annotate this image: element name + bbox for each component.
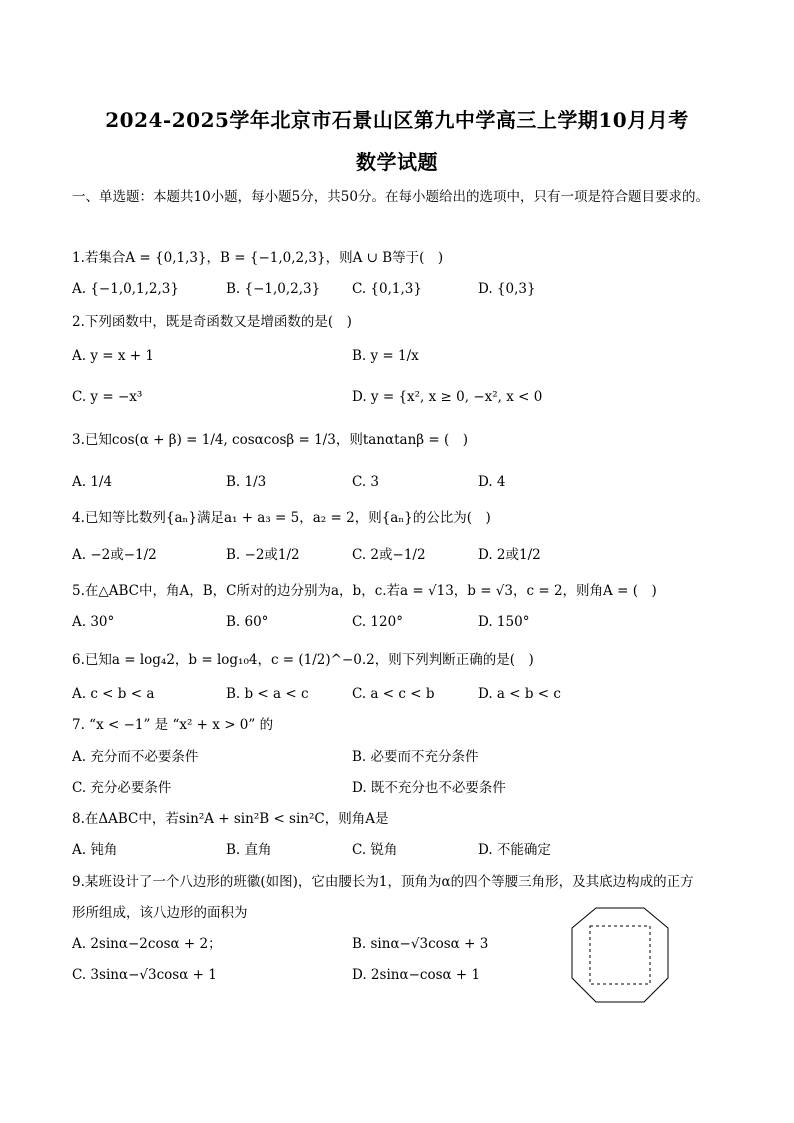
question-4-option-d: D. 2或1/2: [478, 547, 541, 563]
question-7-option-b: B. 必要而不充分条件: [352, 749, 479, 765]
question-5-option-b: B. 60°: [226, 614, 269, 630]
question-2-option-b: B. y = 1/x: [352, 348, 419, 364]
question-4-option-b: B. −2或1/2: [226, 547, 300, 563]
question-6-option-b: B. b < a < c: [226, 686, 309, 702]
question-2-option-a: A. y = x + 1: [72, 348, 154, 364]
question-6-option-c: C. a < c < b: [352, 686, 435, 702]
question-2-option-c: C. y = −x³: [72, 389, 143, 405]
question-7-option-c: C. 充分必要条件: [72, 780, 172, 796]
question-6-option-d: D. a < b < c: [478, 686, 561, 702]
question-9-option-c: C. 3sinα−√3cosα + 1: [72, 967, 217, 983]
inner-square: [590, 926, 650, 984]
question-6-stem: 6.已知a = log₄2，b = log₁₀4，c = (1/2)^−0.2，则下列判断正确的是( ): [72, 652, 534, 668]
question-8-option-a: A. 钝角: [72, 842, 118, 858]
question-3-option-b: B. 1/3: [226, 474, 267, 490]
question-2-stem: 2.下列函数中，既是奇函数又是增函数的是( ): [72, 314, 352, 330]
question-9-stem-line-2: 形所组成，该八边形的面积为: [72, 905, 248, 921]
octagon-outline: [572, 908, 668, 1002]
question-4-option-c: C. 2或−1/2: [352, 547, 426, 563]
question-4-stem: 4.已知等比数列{aₙ}满足a₁ + a₃ = 5，a₂ = 2，则{aₙ}的公比为( ): [72, 510, 491, 526]
question-5-option-a: A. 30°: [72, 614, 115, 630]
question-3-option-a: A. 1/4: [72, 474, 113, 490]
question-1-option-d: D. {0,3}: [478, 281, 536, 297]
octagon-figure: [568, 906, 672, 1006]
question-8-stem: 8.在ΔABC中，若sin²A + sin²B < sin²C，则角A是: [72, 811, 389, 827]
question-9-option-d: D. 2sinα−cosα + 1: [352, 967, 481, 983]
question-9-stem-line-1: 9.某班设计了一个八边形的班徽(如图)，它由腰长为1，顶角为α的四个等腰三角形，及其底边构成的正方: [72, 874, 694, 890]
question-1-option-c: C. {0,1,3}: [352, 281, 422, 297]
section-heading: 一、单选题：本题共10小题，每小题5分，共50分。在每小题给出的选项中，只有一项是符合题目要求的。: [72, 189, 709, 205]
question-5-option-d: D. 150°: [478, 614, 530, 630]
question-4-option-a: A. −2或−1/2: [72, 547, 157, 563]
question-8-option-b: B. 直角: [226, 842, 272, 858]
question-7-option-a: A. 充分而不必要条件: [72, 749, 199, 765]
question-1-stem: 1.若集合A = {0,1,3}，B = {−1,0,2,3}，则A ∪ B等于( ): [72, 250, 444, 266]
question-1-option-a: A. {−1,0,1,2,3}: [72, 281, 179, 297]
question-5-option-c: C. 120°: [352, 614, 403, 630]
question-3-option-d: D. 4: [478, 474, 506, 490]
question-8-option-d: D. 不能确定: [478, 842, 551, 858]
question-9-option-b: B. sinα−√3cosα + 3: [352, 936, 489, 952]
question-8-option-c: C. 锐角: [352, 842, 398, 858]
question-6-option-a: A. c < b < a: [72, 686, 155, 702]
question-3-stem: 3.已知cos(α + β) = 1/4, cosαcosβ = 1/3，则tanαtanβ = ( ): [72, 432, 469, 448]
question-5-stem: 5.在△ABC中，角A，B，C所对的边分别为a，b，c.若a = √13，b = √3，c = 2，则角A = ( ): [72, 583, 657, 599]
question-1-option-b: B. {−1,0,2,3}: [226, 281, 321, 297]
question-7-option-d: D. 既不充分也不必要条件: [352, 780, 506, 796]
question-3-option-c: C. 3: [352, 474, 380, 490]
exam-title: 2024-2025学年北京市石景山区第九中学高三上学期10月月考: [105, 108, 689, 132]
exam-subtitle: 数学试题: [356, 150, 438, 174]
question-7-stem: 7. “x < −1” 是 “x² + x > 0” 的: [72, 717, 274, 733]
question-2-option-d: D. y = {x², x ≥ 0, −x², x < 0: [352, 389, 543, 405]
question-9-option-a: A. 2sinα−2cosα + 2；: [72, 936, 222, 952]
